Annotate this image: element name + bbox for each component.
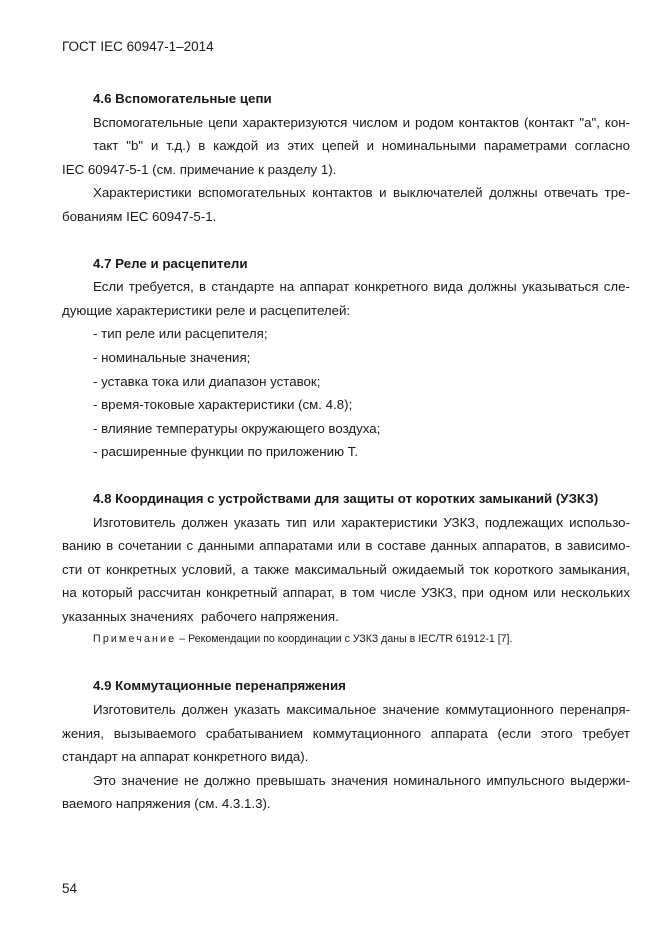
list-item: - тип реле или расцепителя; [93,326,268,342]
paragraph-4-8-1 [62,511,630,629]
section-4-6 [62,87,630,229]
section-4-8 [62,487,630,652]
section-gap [62,464,630,487]
text-line: Изготовитель должен указать максимальное значение коммутационного перенапря- [93,702,630,718]
section-4-7 [62,252,630,464]
paragraph-4-6-1 [62,111,630,182]
text-line: такт "b" и т.д.) в каждой из этих цепей и номинальными параметрами согласно [93,138,630,154]
paragraph-4-9-1 [62,698,630,769]
paragraph-4-9-2 [62,769,630,816]
text-line: IEC 60947-5-1 (см. примечание к разделу 1). [62,161,337,177]
section-4-9 [62,674,630,816]
text-line: указанных значениях рабочего напряжения. [62,608,339,624]
note-text: – Рекомендации по координации с УЗКЗ даны в IEC/TR 61912-1 [7]. [176,633,513,646]
text-line: Это значение не должно превышать значения номинального импульсного выдержи- [93,772,630,788]
document-code-header: ГОСТ IEC 60947-1–2014 [62,39,214,54]
list-item: - время-токовые характеристики (см. 4.8); [93,397,353,413]
section-gap [62,229,630,252]
list-item: - уставка тока или диапазон уставок; [93,373,321,389]
list-item: - влияние температуры окружающего воздуха; [93,420,381,436]
text-line: дующие характеристики реле и расцепителей: [62,302,351,318]
paragraph-4-7-1 [62,275,630,322]
text-line: Если требуется, в стандарте на аппарат конкретного вида должны указываться сле- [93,279,630,295]
note-label: Примечание [93,633,177,646]
page-content [62,87,630,816]
section-heading-4-8: 4.8 Координация с устройствами для защиты от коротких замыканий (УЗКЗ) [93,490,599,506]
list-item: - номинальные значения; [93,349,251,365]
relay-characteristics-list [62,322,630,464]
text-line: сти от конкретных условий, а также максимальный ожидаемый ток короткого замыкания, [62,561,630,577]
text-line: бованиям IEC 60947-5-1. [62,208,217,224]
note [62,628,630,651]
text-line: ваемого напряжения (см. 4.3.1.3). [62,796,271,812]
text-line: на который рассчитан конкретный аппарат, в том числе УЗКЗ, при одном или нескольких [62,585,630,601]
section-heading-4-6: 4.6 Вспомогательные цепи [93,91,272,106]
paragraph-4-6-2 [62,181,630,228]
section-heading-4-7: 4.7 Реле и расцепители [93,255,248,271]
text-line: жения, вызываемого срабатыванием коммутационного аппарата (если этого требует [62,725,630,741]
text-line: Характеристики вспомогательных контактов и выключателей должны отвечать тре- [93,185,630,201]
section-heading-4-9: 4.9 Коммутационные перенапряжения [93,678,346,694]
page-number: 54 [62,881,78,896]
text-line: ванию в сочетании с данными аппаратами или в составе данных аппаратов, в зависимо- [62,538,630,554]
text-line: Изготовитель должен указать тип или характеристики УЗКЗ, подлежащих использо- [93,514,630,530]
text-line: Вспомогательные цепи характеризуются числом и родом контактов (контакт "а", кон- [93,114,630,130]
text-line: стандарт на аппарат конкретного вида). [62,749,309,765]
list-item: - расширенные функции по приложению Т. [93,444,359,460]
section-gap [62,651,630,674]
